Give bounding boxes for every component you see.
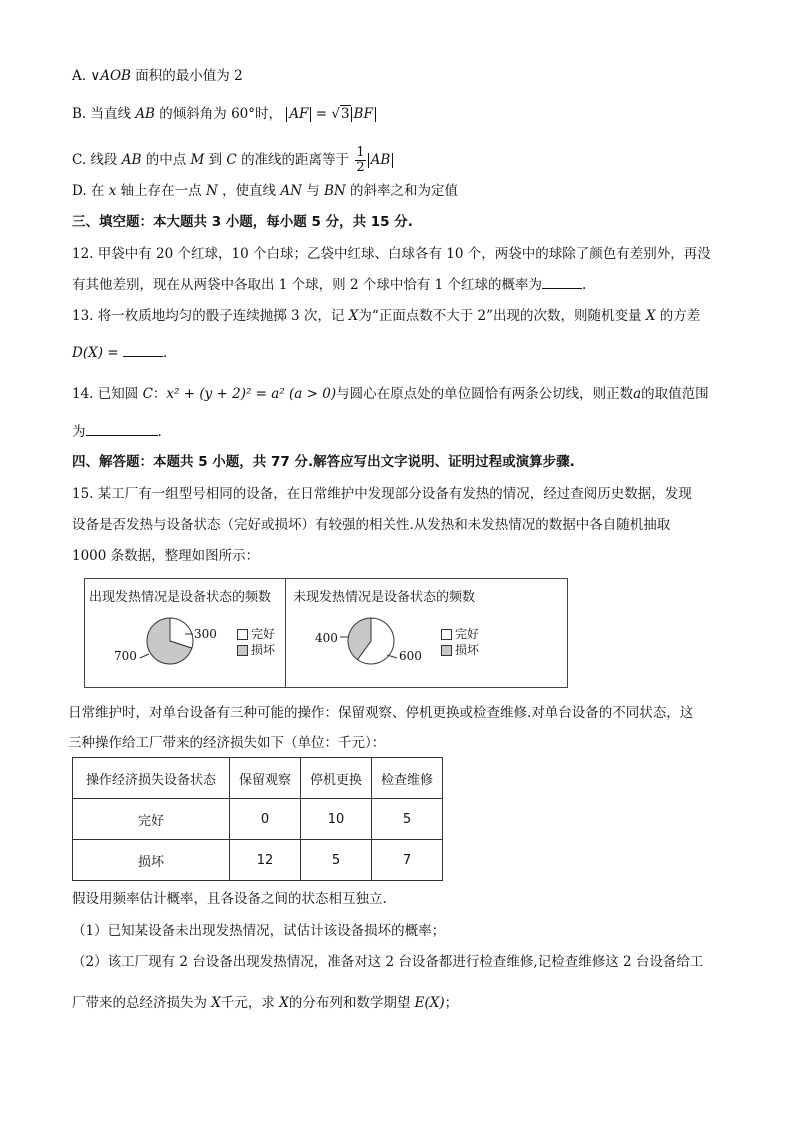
q13-var-x: X [348,308,359,324]
table-cell: 5 [301,840,372,881]
fraction-denominator: 2 [356,160,365,175]
q13-line-1 [72,306,700,326]
option-d-mid2: ，使直线 [222,183,277,199]
pie-leader-line [140,654,149,658]
q12-line-1: 12. 甲袋中有 20 个红球，10 个白球；乙袋中红球、白球各有 10 个，两袋中的球除了颜色有差别外，再没 [72,246,711,262]
section-4-heading: 四、解答题：本题共 5 小题，共 77 分.解答应写出文字说明、证明过程或演算步骤. [72,454,575,470]
table-row [73,799,443,840]
q14-mid: 与圆心在原点处的单位圆恰有两条公切线，则正数 [336,386,634,402]
abs-ab: AB [368,153,394,168]
q15-line-6: 假设用频率估计概率，且各设备之间的状态相互独立. [72,891,387,907]
q15-line-2: 设备是否发热与设备状态（完好或损坏）有较强的相关性.从发热和未发热情况的数据中各自随机抽取 [72,517,671,533]
table-header-row [73,758,443,799]
table-cell: 12 [230,840,301,881]
option-d [72,181,458,201]
option-a [72,66,243,86]
option-c-mid2: 到 [208,152,223,168]
pie-label-bad: 700 [114,649,137,663]
legend-label-good: 完好 [251,627,276,641]
q14-tail: 的取值范围 [641,386,709,402]
pie-label-good: 300 [194,627,217,641]
loss-table [72,757,443,881]
legend-swatch-bad [237,645,248,656]
option-c-prefix: C. 线段 [72,152,118,168]
q14-line-1 [72,384,709,404]
q14-line-2-text: 为 [72,424,86,440]
legend-swatch-good [441,629,452,640]
frequency-figure [84,578,568,688]
legend-swatch-bad [441,645,452,656]
option-d-prefix: D. 在 [72,183,105,199]
fraction-half [355,146,365,175]
q15-part-2-line-1: （2）该工厂现有 2 台设备出现发热情况，准备对这 2 台设备都进行检查维修,记检查维修这 2 台设备给工 [72,954,704,970]
option-b-mid: 的倾斜角为 60°时， [159,106,283,122]
panel-title-heat: 出现发热情况是设备状态的频数 [89,590,272,605]
option-b-eq: = [315,106,328,122]
q13-line-2 [72,342,167,363]
option-b-ab: AB [135,106,155,122]
table-row [73,840,443,881]
option-d-x: x [108,183,117,199]
table-header-cell: 操作经济损失设备状态 [73,758,230,799]
q12-end: . [582,277,587,293]
option-d-mid1: 轴上存在一点 [120,183,202,199]
option-b [72,104,376,124]
option-d-an: AN [280,183,302,199]
legend-label-bad: 损坏 [251,643,276,657]
panel-title-noheat: 未现发热情况是设备状态的频数 [293,590,476,605]
option-d-mid4: 的斜率之和为定值 [350,183,459,199]
legend-label-good: 完好 [455,627,480,641]
part-2-text-2: 千元，求 [220,995,275,1011]
option-b-prefix: B. 当直线 [72,106,132,122]
option-d-n: N [205,183,218,199]
part-2-text-3: 的分布列和数学期望 [288,995,411,1011]
option-c-ab: AB [121,152,142,168]
q15-line-3: 1000 条数据，整理如图所示： [72,548,260,564]
figure-panel-noheat [285,579,567,687]
triangle-symbol: ∨ [90,68,101,84]
table-cell: 5 [372,799,443,840]
sqrt-radicand: 3 [340,106,350,122]
table-cell: 0 [230,799,301,840]
legend-swatch-good [237,629,248,640]
expectation-expression: E(X) [414,995,445,1011]
q14-end: . [157,424,162,440]
q13-end: . [162,345,168,361]
variance-expression: D(X) = [72,345,119,361]
abs-bf: BF [351,107,376,122]
option-c-m: M [190,152,205,168]
fraction-numerator: 1 [356,145,365,160]
answer-blank [542,274,582,289]
answer-blank [123,342,163,357]
q12-line-2-text: 有其他差别，现在从两袋中各取出 1 个球，则 2 个球中恰有 1 个红球的概率为 [72,277,543,293]
option-d-bn: BN [324,183,346,199]
q14-circle-c: C [142,386,153,402]
q13-text-b: 为“正面点数不大于 2”出现的次数，则随机变量 [358,308,642,324]
q15-part-1: （1）已知某设备未出现发热情况，试估计该设备损坏的概率； [72,923,446,939]
pie-label-good: 600 [399,649,422,663]
abs-af: AF [286,107,311,122]
q14-line-2 [72,421,162,442]
option-c-c: C [226,152,237,168]
option-a-prefix: A. [72,68,87,84]
table-cell: 损坏 [73,840,230,881]
option-d-mid3: 与 [306,183,320,199]
circle-equation: x² + (y + 2)² = a² (a > 0) [166,386,337,402]
table-cell: 10 [301,799,372,840]
table-header-cell: 保留观察 [230,758,301,799]
section-3-heading: 三、填空题：本大题共 3 小题，每小题 5 分，共 15 分. [72,214,413,230]
q14-prefix: 14. 已知圆 [72,386,139,402]
table-cell: 完好 [73,799,230,840]
option-c-mid1: 的中点 [145,152,187,168]
part-2-text-1: 厂带来的总经济损失为 [72,995,207,1011]
q13-text-c: 的方差 [659,308,701,324]
answer-blank [86,421,158,436]
q14-var-a: a [633,386,642,402]
q13-var-x2: X [645,308,656,324]
option-a-text: 面积的最小值为 2 [135,68,243,84]
figure-panel-heat [85,579,286,687]
part-2-end: ； [444,995,459,1011]
pie-label-bad: 400 [315,631,338,645]
q15-line-1: 15. 某工厂有一组型号相同的设备，在日常维护中发现部分设备有发热的情况，经过查阅历史数据，发现 [72,486,692,502]
q14-colon: ： [152,386,167,402]
table-header-cell: 检查维修 [372,758,443,799]
q12-line-2 [72,274,586,295]
table-header-cell: 停机更换 [301,758,372,799]
part-2-var-x: X [211,995,221,1011]
q15-line-5: 三种操作给工厂带来的经济损失如下（单位：千元）： [68,735,386,751]
q15-line-4: 日常维护时，对单台设备有三种可能的操作：保留观察、停机更换或检查维修.对单台设备的不同状态，这 [68,705,694,721]
option-c-mid3: 的准线的距离等于 [241,152,350,168]
q15-part-2-line-2 [72,993,458,1013]
legend-label-bad: 损坏 [455,643,480,657]
table-cell: 7 [372,840,443,881]
option-a-aob: AOB [100,68,131,84]
part-2-var-x2: X [279,995,289,1011]
sqrt-sign: √ [331,106,340,122]
q13-text-a: 13. 将一枚质地均匀的骰子连续抛掷 3 次，记 [72,308,345,324]
option-c [72,146,393,175]
